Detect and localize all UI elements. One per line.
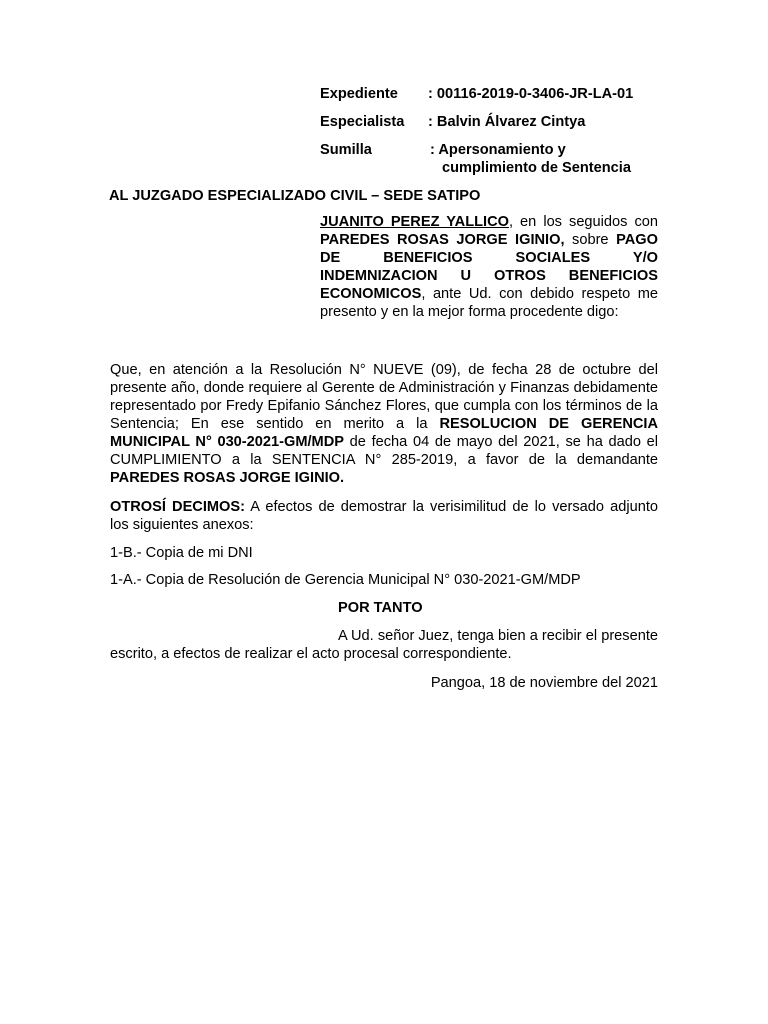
annex-item: 1-B.- Copia de mi DNI xyxy=(110,545,253,561)
especialista-value: : Balvin Álvarez Cintya xyxy=(428,114,586,130)
main-text-1: Que, en atención a la Resolución N° NUEVE (09), de fecha 28 de octubre del presente año, donde requiere al Gerente de Administración y Finanzas debidamente representado por Fredy Epifanio Sánchez Flores, que cumpla con los términos de la Sentencia; En ese sentido en merito a la xyxy=(110,362,658,432)
otrosi-paragraph xyxy=(110,498,658,534)
sumilla-value xyxy=(428,141,650,177)
annex-item: 1-A.- Copia de Resolución de Gerencia Municipal N° 030-2021-GM/MDP xyxy=(110,572,581,588)
intro-paragraph xyxy=(320,213,658,321)
sumilla-value-line2: cumplimiento de Sentencia xyxy=(442,160,631,176)
expediente-value: : 00116-2019-0-3406-JR-LA-01 xyxy=(428,86,634,102)
main-text-2: de fecha 04 de mayo del 2021, se ha dado el CUMPLIMIENTO a la SENTENCIA N° 285-2019, a favor de la demandante xyxy=(110,434,658,468)
especialista-row xyxy=(320,113,648,131)
sumilla-row xyxy=(320,141,650,177)
otrosi-heading: OTROSÍ DECIMOS: xyxy=(110,499,246,515)
expediente-row xyxy=(320,85,648,103)
court-heading: AL JUZGADO ESPECIALIZADO CIVIL – SEDE SATIPO xyxy=(109,188,481,204)
resolution-reference: RESOLUCION DE GERENCIA MUNICIPAL N° 030-2021-GM/MDP xyxy=(110,416,658,450)
closing-paragraph xyxy=(110,627,658,663)
por-tanto-heading: POR TANTO xyxy=(338,600,423,616)
plaintiff-reference: PAREDES ROSAS JORGE IGINIO. xyxy=(110,470,345,486)
sumilla-value-line1: : Apersonamiento y xyxy=(430,142,566,158)
otrosi-text: A efectos de demostrar la verisimilitud de lo versado adjunto los siguientes anexos: xyxy=(110,499,659,533)
closing-text: A Ud. señor Juez, tenga bien a recibir el presente escrito, a efectos de realizar el acto procesal correspondiente. xyxy=(110,628,658,662)
intro-text-3: , ante Ud. con debido respeto me presento y en la mejor forma procedente digo: xyxy=(320,286,658,320)
signature-date: Pangoa, 18 de noviembre del 2021 xyxy=(430,675,658,691)
plaintiff-name: JUANITO PEREZ YALLICO xyxy=(320,214,509,230)
case-matter: PAGO DE BENEFICIOS SOCIALES Y/O INDEMNIZACION U OTROS BENEFICIOS ECONOMICOS xyxy=(320,232,658,302)
intro-text-1: , en los seguidos con xyxy=(508,214,659,230)
main-paragraph xyxy=(110,361,658,487)
defendant-name: PAREDES ROSAS JORGE IGINIO, xyxy=(320,232,565,248)
intro-text-2: sobre xyxy=(564,232,617,248)
especialista-label: Especialista xyxy=(320,114,405,130)
expediente-label: Expediente xyxy=(320,86,398,102)
sumilla-label: Sumilla xyxy=(320,142,372,158)
